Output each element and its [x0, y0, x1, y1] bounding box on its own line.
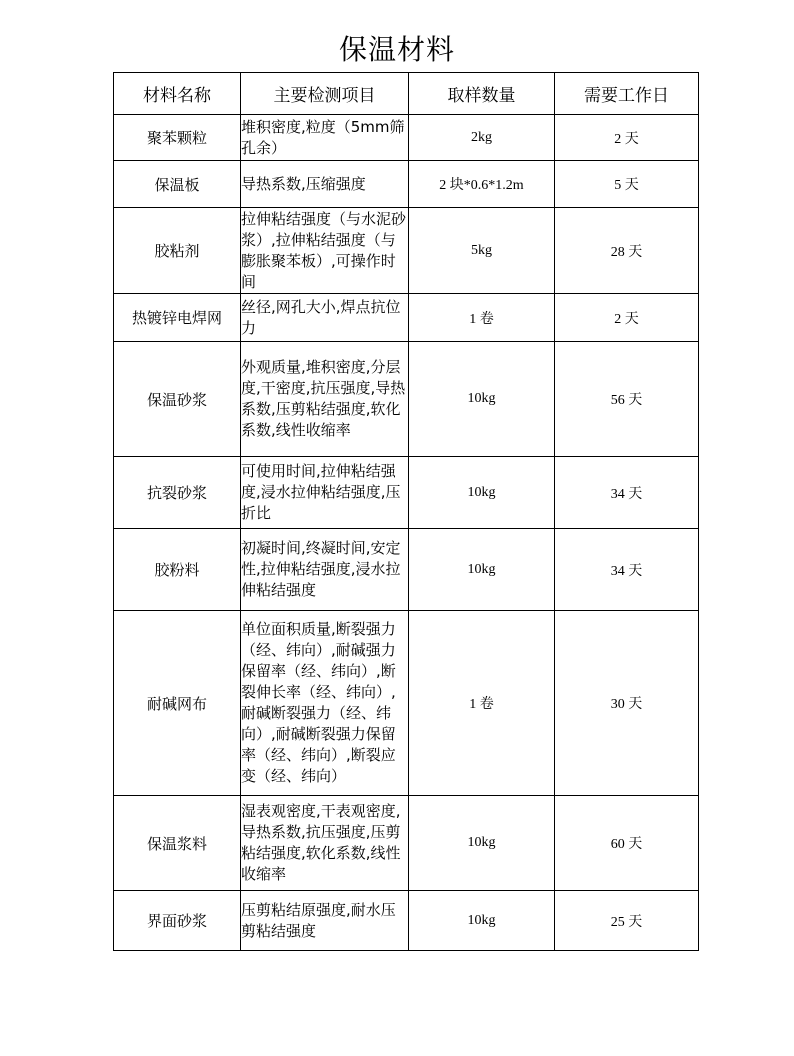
- test-items-cell: 拉伸粘结强度（与水泥砂浆）,拉伸粘结强度（与膨胀聚苯板）,可操作时间: [241, 208, 409, 294]
- material-name-cell: 保温板: [114, 161, 241, 208]
- page-title: 保温材料: [338, 33, 455, 66]
- table-row: [114, 115, 699, 161]
- working-days-cell: 25 天: [555, 891, 699, 951]
- sample-quantity-cell: 1 卷: [409, 294, 555, 342]
- sample-quantity-cell: 5kg: [409, 208, 555, 294]
- table-row: [114, 529, 699, 611]
- material-name-cell: 抗裂砂浆: [114, 457, 241, 529]
- sample-quantity-cell: 10kg: [409, 796, 555, 891]
- table-row: [114, 796, 699, 891]
- sample-quantity-cell: 2 块*0.6*1.2m: [409, 161, 555, 208]
- working-days-cell: 34 天: [555, 529, 699, 611]
- test-items-cell: 初凝时间,终凝时间,安定性,拉伸粘结强度,浸水拉伸粘结强度: [241, 529, 409, 611]
- header-working-days: 需要工作日: [555, 73, 699, 115]
- material-name-cell: 热镀锌电焊网: [114, 294, 241, 342]
- table-row: [114, 611, 699, 796]
- test-items-cell: 外观质量,堆积密度,分层度,干密度,抗压强度,导热系数,压剪粘结强度,软化系数,线性收缩率: [241, 342, 409, 457]
- sample-quantity-cell: 10kg: [409, 891, 555, 951]
- working-days-cell: 2 天: [555, 115, 699, 161]
- working-days-cell: 30 天: [555, 611, 699, 796]
- material-name-cell: 聚苯颗粒: [114, 115, 241, 161]
- table-row: [114, 208, 699, 294]
- sample-quantity-cell: 1 卷: [409, 611, 555, 796]
- table-row: [114, 161, 699, 208]
- sample-quantity-cell: 10kg: [409, 342, 555, 457]
- test-items-cell: 湿表观密度,干表观密度,导热系数,抗压强度,压剪粘结强度,软化系数,线性收缩率: [241, 796, 409, 891]
- test-items-cell: 压剪粘结原强度,耐水压剪粘结强度: [241, 891, 409, 951]
- header-sample-quantity: 取样数量: [409, 73, 555, 115]
- materials-table: [113, 72, 699, 951]
- working-days-cell: 34 天: [555, 457, 699, 529]
- table-row: [114, 294, 699, 342]
- table-row: [114, 342, 699, 457]
- working-days-cell: 2 天: [555, 294, 699, 342]
- working-days-cell: 60 天: [555, 796, 699, 891]
- working-days-cell: 28 天: [555, 208, 699, 294]
- sample-quantity-cell: 10kg: [409, 529, 555, 611]
- header-material-name: 材料名称: [114, 73, 241, 115]
- table-row: [114, 457, 699, 529]
- test-items-cell: 单位面积质量,断裂强力（经、纬向）,耐碱强力保留率（经、纬向）,断裂伸长率（经、纬向）,耐碱断裂强力（经、纬向）,耐碱断裂强力保留率（经、纬向）,断裂应变（经、纬向）: [241, 611, 409, 796]
- material-name-cell: 胶粘剂: [114, 208, 241, 294]
- material-name-cell: 胶粉料: [114, 529, 241, 611]
- sample-quantity-cell: 2kg: [409, 115, 555, 161]
- material-name-cell: 耐碱网布: [114, 611, 241, 796]
- material-name-cell: 界面砂浆: [114, 891, 241, 951]
- header-test-items: 主要检测项目: [241, 73, 409, 115]
- sample-quantity-cell: 10kg: [409, 457, 555, 529]
- material-name-cell: 保温浆料: [114, 796, 241, 891]
- working-days-cell: 5 天: [555, 161, 699, 208]
- material-name-cell: 保温砂浆: [114, 342, 241, 457]
- table-header-row: [114, 73, 699, 115]
- test-items-cell: 导热系数,压缩强度: [241, 161, 409, 208]
- test-items-cell: 堆积密度,粒度（5mm筛孔余）: [241, 115, 409, 161]
- table-row: [114, 891, 699, 951]
- test-items-cell: 可使用时间,拉伸粘结强度,浸水拉伸粘结强度,压折比: [241, 457, 409, 529]
- working-days-cell: 56 天: [555, 342, 699, 457]
- test-items-cell: 丝径,网孔大小,焊点抗位力: [241, 294, 409, 342]
